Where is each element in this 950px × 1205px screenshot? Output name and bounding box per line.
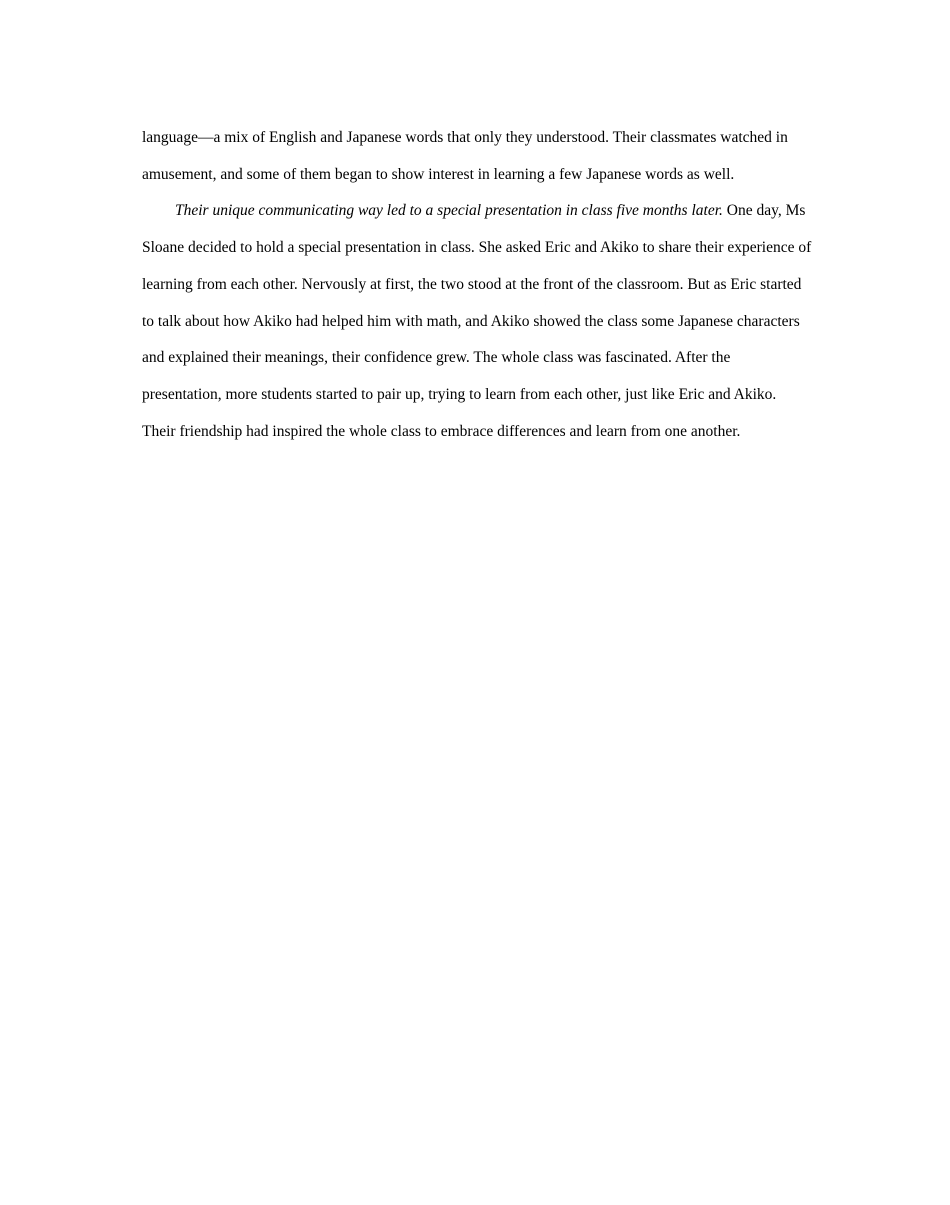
story-text bbox=[142, 120, 812, 450]
paragraph-topic-sentence: Their unique communicating way led to a special presentation in class five months later. bbox=[175, 202, 723, 220]
paragraph-continuation: language—a mix of English and Japanese words that only they understood. Their classmates watched in amusement, and some of them began to show interest in learning a few Japanese words as well. bbox=[142, 129, 788, 183]
paragraph-body: One day, Ms Sloane decided to hold a special presentation in class. She asked Eric and Akiko to share their experience of learning from each other. Nervously at first, the two stood at the front of the classroom. But as Eric started to talk about how Akiko had helped him with math, and Akiko showed the class some Japanese characters and explained their meanings, their confidence grew. The whole class was fascinated. After the presentation, more students started to pair up, trying to learn from each other, just like Eric and Akiko. Their friendship had inspired the whole class to embrace differences and learn from one another. bbox=[142, 202, 812, 440]
paragraph-presentation bbox=[142, 193, 812, 450]
